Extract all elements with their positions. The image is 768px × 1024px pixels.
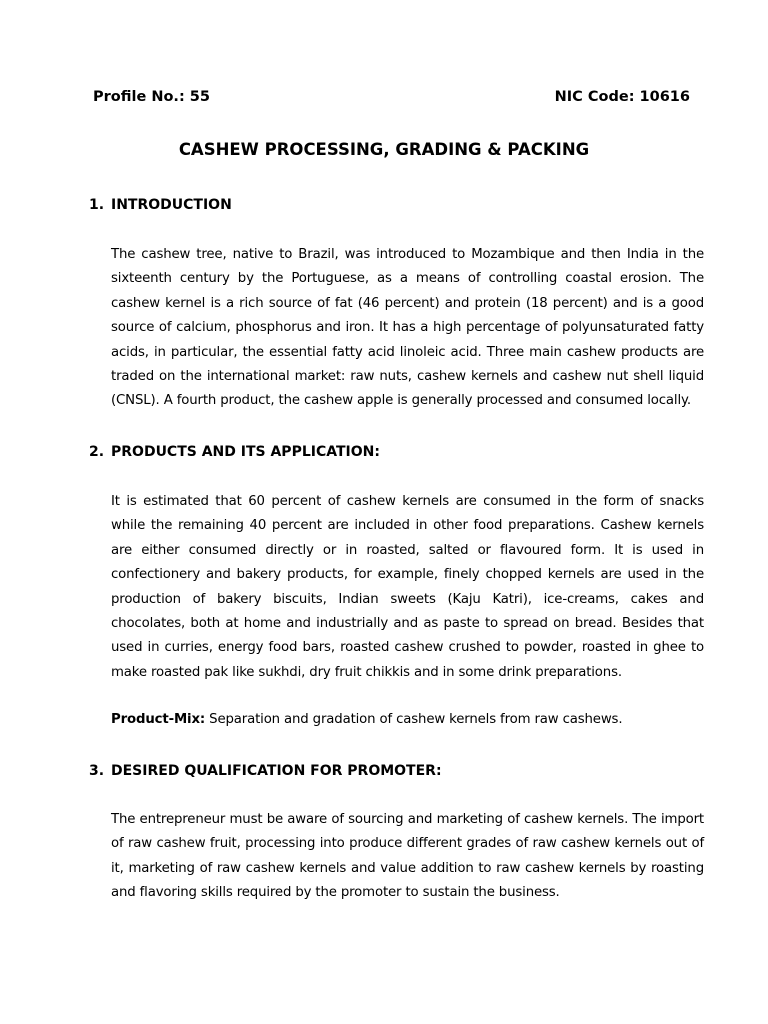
- document-title: CASHEW PROCESSING, GRADING & PACKING: [178, 140, 590, 159]
- introduction-paragraph: The cashew tree, native to Brazil, was introduced to Mozambique and then India in the sixteenth century by the Portuguese, as a means of controlling coastal erosion. The cashew kernel is a rich source of fat (46 percent) and protein (18 percent) and is a good source of calcium, phosphorus and iron. It has a high percentage of polyunsaturated fatty acids, in particular, the essential fatty acid linoleic acid. Three main cashew products are traded on the international market: raw nuts, cashew kernels and cashew nut shell liquid (CNSL). A fourth product, the cashew apple is generally processed and consumed locally.: [111, 247, 704, 409]
- profile-number: Profile No.: 55: [93, 89, 210, 105]
- section-number: 1.: [89, 197, 105, 213]
- section-title: INTRODUCTION: [111, 197, 232, 213]
- section-title: DESIRED QUALIFICATION FOR PROMOTER:: [111, 763, 442, 779]
- products-paragraph: It is estimated that 60 percent of cashew kernels are consumed in the form of snacks while the remaining 40 percent are included in other food preparations. Cashew kernels are either consumed directly or in roasted, salted or flavoured form. It is used in confectionery and bakery products, for example, finely chopped kernels are used in the production of bakery biscuits, Indian sweets (Kaju Katri), ice-creams, cakes and chocolates, both at home and industrially and as paste to spread on bread. Besides that used in curries, energy food bars, roasted cashew crushed to powder, roasted in ghee to make roasted pak like sukhdi, dry fruit chikkis and in some drink preparations.: [111, 494, 704, 680]
- section-number: 3.: [89, 763, 105, 779]
- section-heading-introduction: [89, 195, 232, 215]
- section-title: PRODUCTS AND ITS APPLICATION:: [111, 444, 380, 460]
- qualification-paragraph: The entrepreneur must be aware of sourcing and marketing of cashew kernels. The import of raw cashew fruit, processing into produce different grades of raw cashew kernels out of it, marketing of raw cashew kernels and value addition to raw cashew kernels by roasting and flavoring skills required by the promoter to sustain the business.: [111, 812, 704, 901]
- section-heading-products: [89, 442, 380, 462]
- product-mix-paragraph: [111, 708, 704, 732]
- section-heading-qualification: [89, 761, 442, 781]
- product-mix-text: Separation and gradation of cashew kernels from raw cashews.: [205, 712, 623, 727]
- profile-header: [93, 87, 690, 107]
- product-mix-label: Product-Mix:: [111, 712, 206, 727]
- nic-code: NIC Code: 10616: [554, 89, 690, 105]
- section-number: 2.: [89, 444, 105, 460]
